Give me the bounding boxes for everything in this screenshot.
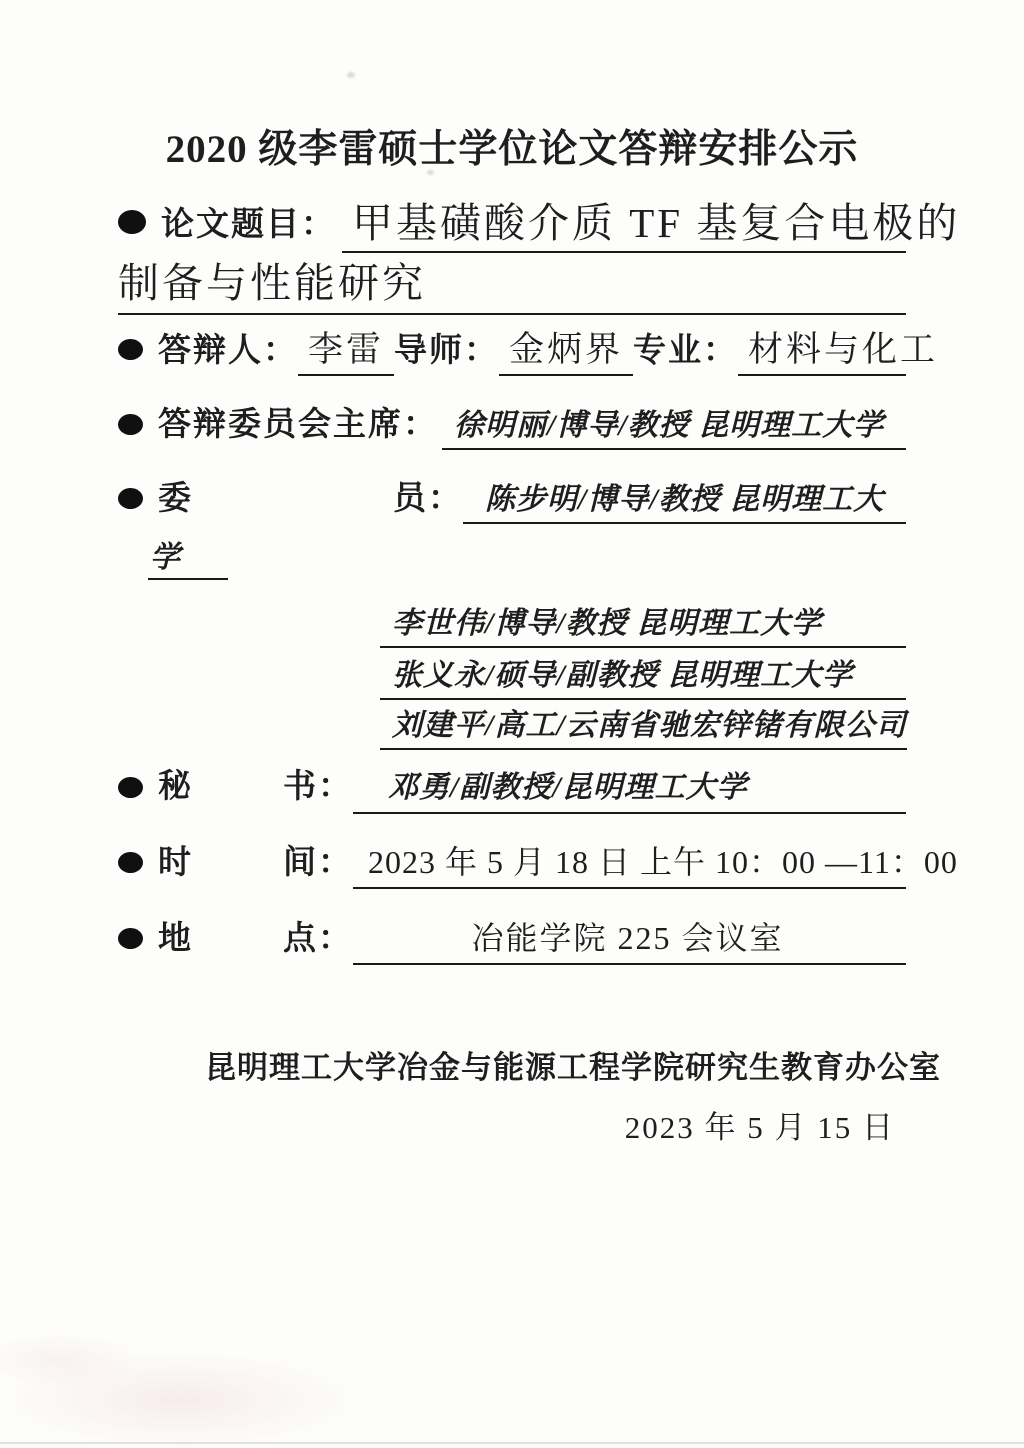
defender-label: 答辩人： [158, 333, 298, 369]
secretary-value: 邓勇/副教授/昆明理工大学 [353, 762, 906, 814]
secretary-label-second: 书： [283, 769, 353, 805]
committee-chair-value: 徐明丽/博导/教授 昆明理工大学 [442, 400, 906, 450]
bullet-icon [118, 414, 143, 435]
major-value: 材料与化工 [738, 322, 906, 376]
committee-member-3: 张义永/硕导/副教授 昆明理工大学 [380, 650, 906, 700]
committee-member-1-continuation [118, 532, 906, 580]
bullet-icon [118, 777, 143, 798]
committee-member-1-line2: 学 [148, 532, 228, 580]
defender-row [118, 322, 939, 376]
committee-member-row [380, 700, 906, 750]
committee-member-4: 刘建平/高工/云南省驰宏锌锗有限公司 [380, 700, 907, 750]
bullet-icon [118, 852, 143, 873]
defender-name: 李雷 [298, 322, 394, 376]
committee-member-row [380, 598, 906, 648]
issuing-office: 昆明理工大学冶金与能源工程学院研究生教育办公室 [205, 1050, 941, 1085]
committee-member-2: 李世伟/博导/教授 昆明理工大学 [380, 598, 906, 648]
bullet-icon [118, 488, 143, 509]
thesis-title-continuation-row [118, 250, 906, 315]
committee-members-row [118, 472, 906, 524]
bullet-icon [118, 339, 143, 360]
place-label-second: 点： [283, 921, 353, 957]
committee-chair-label: 答辩委员会主席： [158, 407, 438, 443]
scan-speck [347, 72, 355, 78]
secretary-label-first: 秘 [158, 769, 193, 805]
committee-label-first: 委 [158, 481, 193, 517]
place-value: 冶能学院 225 会议室 [353, 913, 906, 965]
scan-edge-artifact [0, 1442, 1024, 1444]
time-label-second: 间： [283, 845, 353, 881]
thesis-title-label: 论文题目： [161, 207, 336, 243]
thesis-title-value-line2: 制备与性能研究 [118, 250, 906, 315]
thesis-title-value-line1: 甲基磺酸介质 TF 基复合电极的 [342, 190, 906, 253]
committee-label-second: 员： [393, 481, 463, 517]
committee-member-row [380, 650, 906, 700]
secretary-row [118, 760, 906, 814]
advisor-name: 金炳界 [499, 322, 633, 376]
committee-chair-row [118, 398, 906, 450]
advisor-label: 导师： [394, 333, 500, 369]
bullet-icon [118, 210, 146, 234]
issue-date: 2023 年 5 月 15 日 [624, 1110, 895, 1145]
time-row [118, 836, 958, 889]
place-row [118, 912, 906, 965]
thesis-title-row [118, 190, 961, 253]
time-value: 2023 年 5 月 18 日 上午 10：00 —11：00 [353, 837, 906, 889]
page-title: 2020 级李雷硕士学位论文答辩安排公示 [165, 128, 859, 171]
place-label-first: 地 [158, 921, 193, 957]
time-label-first: 时 [158, 845, 193, 881]
bullet-icon [118, 928, 143, 949]
major-label: 专业： [633, 333, 739, 369]
committee-member-1-line1: 陈步明/博导/教授 昆明理工大 [463, 474, 906, 524]
